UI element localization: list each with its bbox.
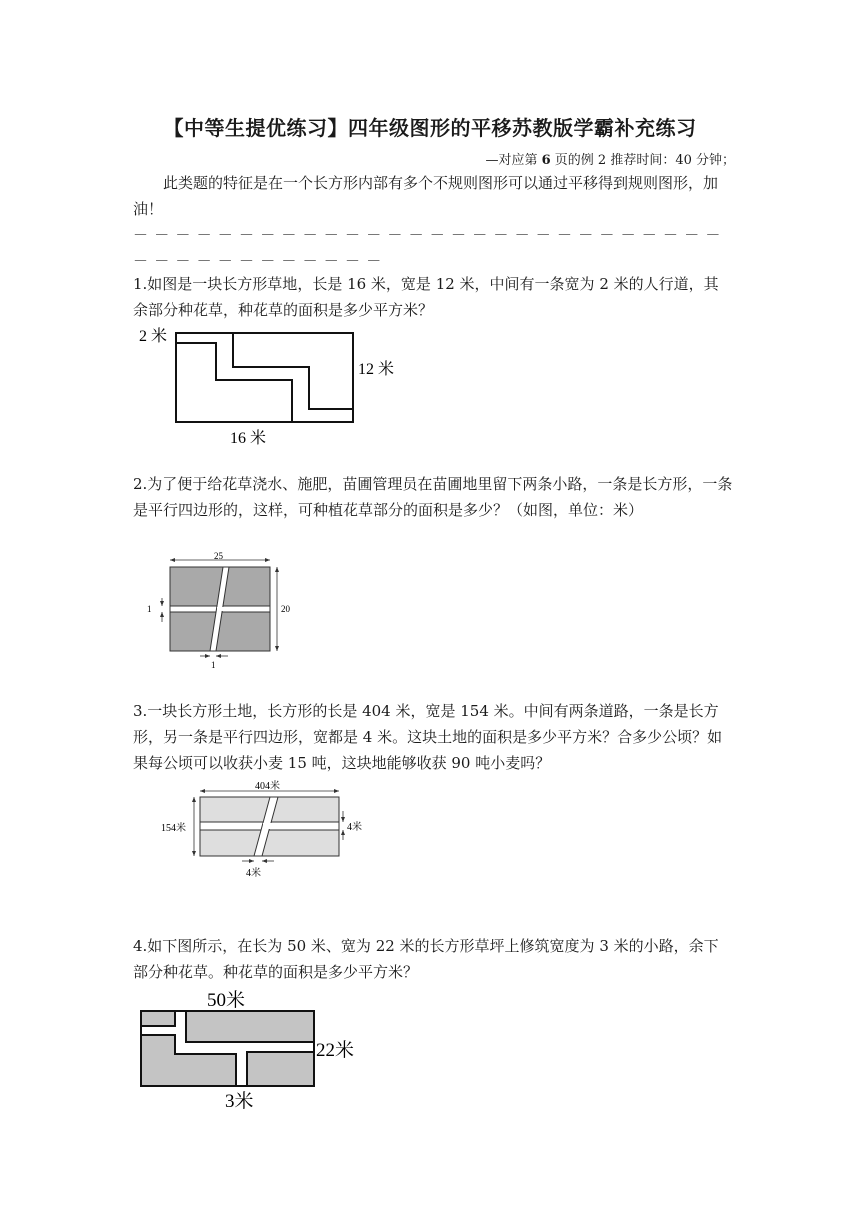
road-h-arrowhead-top [341, 817, 345, 822]
reference-note [485, 149, 735, 168]
road-h-arrowhead-bottom [160, 612, 164, 617]
road-v-arrowhead-right [216, 654, 221, 658]
road-v-arrowhead-left [205, 654, 210, 658]
path-width-label: 2 米 [139, 328, 168, 345]
length-arrow-right [334, 789, 339, 793]
road-h-label: 1 [147, 604, 152, 614]
road-v-label: 4米 [246, 868, 261, 879]
intro-paragraph: 此类题的特征是在一个长方形内部有多个不规则图形可以通过平移得到规则图形，加油！ [133, 174, 719, 218]
road-crossing [217, 607, 225, 611]
width-arrow-top [192, 797, 196, 802]
road-v-arrowhead-right [262, 859, 267, 863]
width-label: 22米 [316, 1040, 355, 1061]
question-4-text: 4.如下图所示，在长为 50 米、宽为 22 米的长方形草坪上修筑宽度为 3 米的小路，余下部分种花草。种花草的面积是多少平方米？ [133, 937, 719, 981]
question-1-figure [130, 322, 420, 452]
path-width-label: 3米 [225, 1091, 254, 1112]
length-label: 16 米 [230, 430, 267, 447]
question-2-figure [140, 550, 310, 674]
length-label: 404米 [255, 781, 280, 792]
length-arrow-right [265, 558, 270, 562]
road-v-label: 1 [211, 660, 216, 670]
road-crossing [263, 823, 274, 829]
question-4-figure [130, 982, 380, 1114]
reference-prefix: —对应第 [485, 153, 538, 168]
question-1-text: 1.如图是一块长方形草地，长是 16 米，宽是 12 米，中间有一条宽为 2 米的人行道，其余部分种花草，种花草的面积是多少平方米？ [133, 275, 719, 319]
road-v-arrowhead-left [249, 859, 254, 863]
length-arrow-left [200, 789, 205, 793]
page-title: 【中等生提优练习】四年级图形的平移苏教版学霸补充练习 [163, 116, 697, 140]
question-3-text: 3.一块长方形土地，长方形的长是 404 米，宽是 154 米。中间有两条道路，一条是长方形，另一条是平行四边形，宽都是 4 米。这块土地的面积是多少平方米？合多少公顷？如果每公顷可以收获小麦 15 吨，这块地能够收获 90 吨小麦吗？ [133, 702, 723, 772]
question-2-text: 2.为了便于给花草浇水、施肥，苗圃管理员在苗圃地里留下两条小路，一条是长方形，一条是平行四边形的，这样，可种植花草部分的面积是多少？（如图，单位：米） [133, 475, 733, 519]
width-label: 12 米 [358, 361, 395, 378]
length-label: 50米 [207, 990, 246, 1011]
road-h-label: 4米 [347, 822, 362, 833]
separator-line: －－－－－－－－－－－－－－－－－－－－－－－－－－－－－－－－－－－－－－－－ [133, 226, 727, 270]
width-arrow-bottom [192, 851, 196, 856]
reference-suffix: 页的例 2 推荐时间：40 分钟； [554, 153, 735, 168]
width-label: 154米 [161, 823, 186, 834]
length-label: 25 [214, 551, 223, 561]
question-3-figure [160, 778, 380, 882]
road-h-arrowhead-bottom [341, 830, 345, 835]
length-arrow-left [170, 558, 175, 562]
road-h-arrowhead-top [160, 601, 164, 606]
reference-page: 6 [541, 153, 551, 168]
width-arrow-top [275, 567, 279, 572]
width-arrow-bottom [275, 646, 279, 651]
width-label: 20 [281, 604, 290, 614]
